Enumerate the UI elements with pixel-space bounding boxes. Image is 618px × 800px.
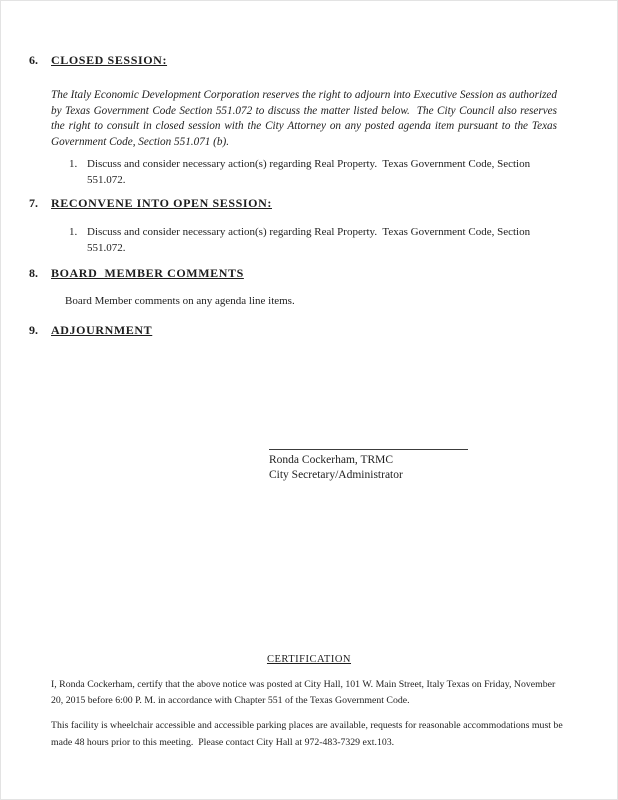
section-reconvene bbox=[1, 196, 617, 211]
signature-block bbox=[269, 449, 479, 483]
section-number: 8. bbox=[29, 266, 38, 280]
certification-block bbox=[1, 654, 617, 751]
item-number: 1. bbox=[69, 158, 78, 170]
signature-name: Ronda Cockerham, TRMC bbox=[269, 454, 394, 466]
closed-session-item-1 bbox=[1, 157, 617, 188]
section-number: 6. bbox=[29, 53, 38, 67]
board-comments-note: Board Member comments on any agenda line items. bbox=[65, 295, 295, 307]
certification-statement: I, Ronda Cockerham, certify that the above notice was posted at City Hall, 101 W. Main Street, Italy Texas on Friday, November 20, 2015 before 6:00 P. M. in accordance with Chapter 551 of the Texas Government Code. bbox=[51, 679, 558, 706]
section-heading-board-comments: BOARD MEMBER COMMENTS bbox=[51, 266, 244, 280]
section-heading-reconvene: RECONVENE INTO OPEN SESSION: bbox=[51, 196, 272, 210]
item-text: Discuss and consider necessary action(s) regarding Real Property. Texas Government Code, Section 551.072. bbox=[87, 226, 533, 254]
section-number: 7. bbox=[29, 196, 38, 210]
section-number: 9. bbox=[29, 322, 38, 337]
executive-session-paragraph: The Italy Economic Development Corporation reserves the right to adjourn into Executive Session as authorized by Texas Government Code Section 551.072 to discuss the matter listed below. The City Council also reserves the right to consult in closed session with the City Attorney on any posted agenda item pursuant to the Texas Government Code, Section 551.071 (b). bbox=[51, 89, 560, 148]
signature-title: City Secretary/Administrator bbox=[269, 469, 403, 481]
section-closed-session bbox=[1, 53, 617, 68]
reconvene-item-1 bbox=[1, 225, 617, 256]
item-number: 1. bbox=[69, 226, 78, 238]
signature-line bbox=[269, 449, 468, 450]
section-heading-adjournment: ADJOURNMENT bbox=[51, 322, 153, 337]
section-adjournment bbox=[1, 323, 617, 338]
section-board-comments bbox=[1, 266, 617, 281]
accessibility-notice: This facility is wheelchair accessible and accessible parking places are available, requests for reasonable accommodations must be made 48 hours prior to this meeting. Please contact City Hall at 972-483-7329 ext.103. bbox=[51, 720, 566, 748]
item-text: Discuss and consider necessary action(s) regarding Real Property. Texas Government Code, Section 551.072. bbox=[87, 158, 533, 186]
agenda-body bbox=[1, 53, 617, 338]
section-heading-closed-session: CLOSED SESSION: bbox=[51, 53, 168, 67]
certification-heading: CERTIFICATION bbox=[266, 654, 352, 665]
